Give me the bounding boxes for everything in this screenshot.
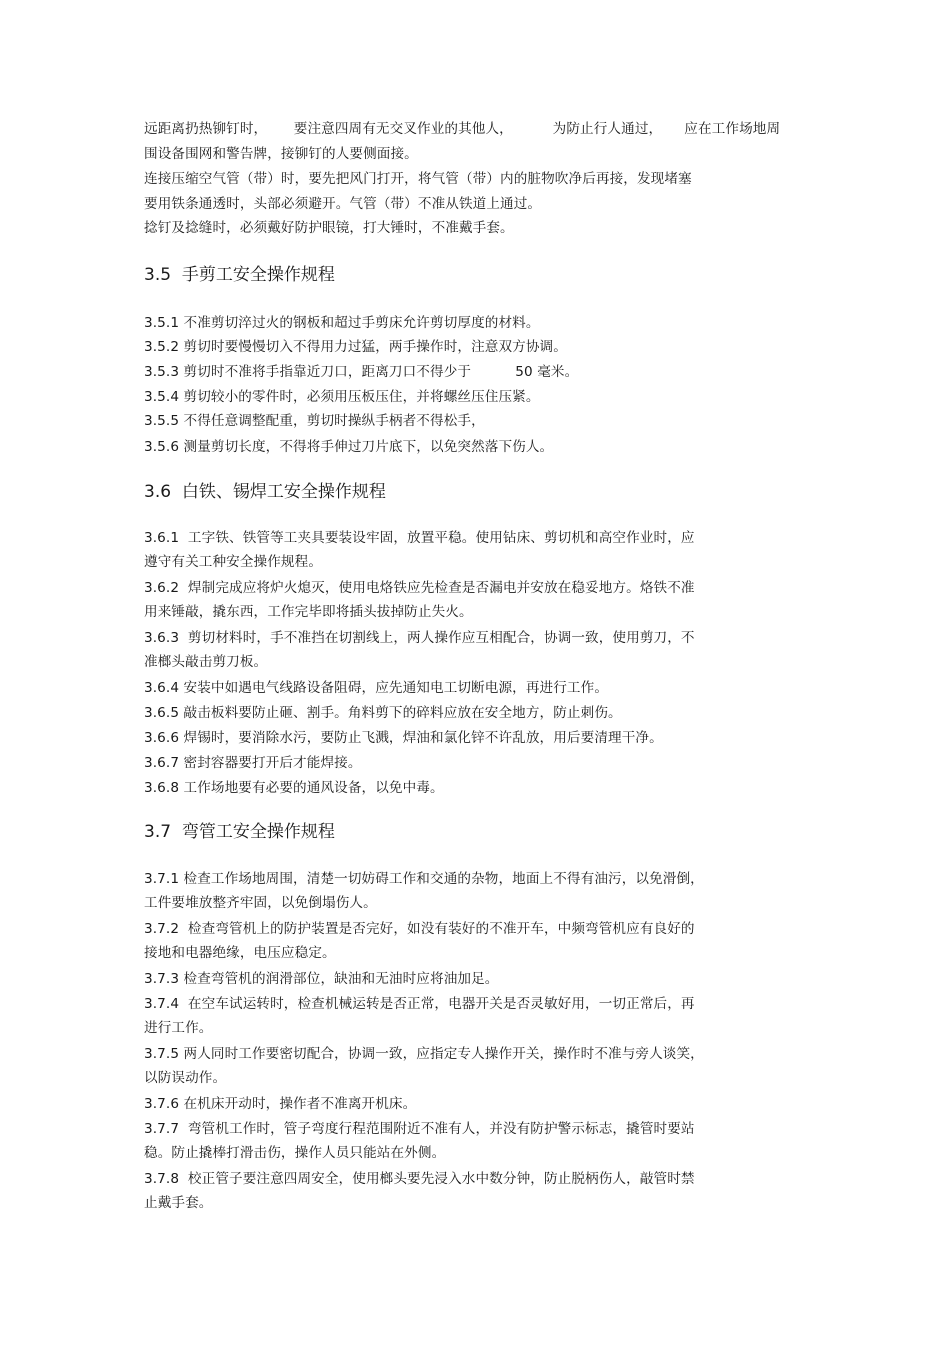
item-3-6-4: 3.6.4 安装中如遇电气线路设备阻碍，应先通知电工切断电源，再进行工作。 (144, 680, 609, 696)
item-3-7-2-line-2: 接地和电器绝缘，电压应稳定。 (144, 945, 336, 961)
item-3-5-3: 3.5.3 剪切时不准将手指靠近刀口，距离刀口不得少于 50 毫米。 (144, 364, 579, 380)
intro-line-5: 捻钉及捻缝时，必须戴好防护眼镜，打大锤时，不准戴手套。 (144, 220, 514, 236)
section-3-5-heading: 3.5 手剪工安全操作规程 (144, 265, 335, 285)
intro-line-4: 要用铁条通透时，头部必须避开。气管（带）不准从铁道上通过。 (144, 196, 542, 212)
item-3-7-4-line-2: 进行工作。 (144, 1020, 213, 1036)
item-3-7-8-line-1: 3.7.8 校正管子要注意四周安全，使用榔头要先浸入水中数分钟，防止脱柄伤人，敲管时禁 (144, 1171, 695, 1187)
intro-line-2: 围设备围网和警告牌，接铆钉的人要侧面接。 (144, 146, 418, 162)
item-3-6-1-line-1: 3.6.1 工字铁、铁管等工夹具要装设牢固，放置平稳。使用钻床、剪切机和高空作业时，应 (144, 530, 695, 546)
item-3-7-6: 3.7.6 在机床开动时，操作者不准离开机床。 (144, 1096, 417, 1112)
item-3-6-5: 3.6.5 敲击板料要防止砸、割手。角料剪下的碎料应放在安全地方，防止刺伤。 (144, 705, 622, 721)
item-3-7-4-line-1: 3.7.4 在空车试运转时，检查机械运转是否正常，电器开关是否灵敏好用，一切正常后，再 (144, 996, 695, 1012)
item-3-7-3: 3.7.3 检查弯管机的润滑部位，缺油和无油时应将油加足。 (144, 971, 499, 987)
item-3-7-5-line-1: 3.7.5 两人同时工作要密切配合，协调一致，应指定专人操作开关，操作时不准与旁人谈笑， (144, 1046, 704, 1062)
item-3-5-5: 3.5.5 不得任意调整配重，剪切时操纵手柄者不得松手， (144, 413, 485, 429)
item-3-6-1-line-2: 遵守有关工种安全操作规程。 (144, 554, 323, 570)
item-3-5-2: 3.5.2 剪切时要慢慢切入不得用力过猛，两手操作时，注意双方协调。 (144, 339, 567, 355)
item-3-5-1: 3.5.1 不准剪切淬过火的钢板和超过手剪床允许剪切厚度的材料。 (144, 315, 540, 331)
item-3-5-4: 3.5.4 剪切较小的零件时，必须用压板压住，并将螺丝压住压紧。 (144, 389, 540, 405)
item-3-7-2-line-1: 3.7.2 检查弯管机上的防护装置是否完好，如没有装好的不准开车，中频弯管机应有良好的 (144, 921, 695, 937)
item-3-7-7-line-1: 3.7.7 弯管机工作时，管子弯度行程范围附近不准有人，并没有防护警示标志，撬管时要站 (144, 1121, 695, 1137)
item-3-7-1-line-1: 3.7.1 检查工作场地周围，清楚一切妨碍工作和交通的杂物，地面上不得有油污，以免滑倒， (144, 871, 704, 887)
item-3-6-3-line-2: 准榔头敲击剪刀板。 (144, 654, 268, 670)
item-3-5-6: 3.5.6 测量剪切长度，不得将手伸过刀片底下，以免突然落下伤人。 (144, 439, 554, 455)
intro-line-1: 远距离扔热铆钉时， 要注意四周有无交叉作业的其他人， 为防止行人通过， 应在工作场地周 (144, 121, 781, 137)
section-3-7-heading: 3.7 弯管工安全操作规程 (144, 822, 335, 842)
section-3-6-heading: 3.6 白铁、锡焊工安全操作规程 (144, 482, 386, 502)
item-3-6-2-line-1: 3.6.2 焊制完成应将炉火熄灭，使用电烙铁应先检查是否漏电并安放在稳妥地方。烙铁不准 (144, 580, 695, 596)
item-3-7-1-line-2: 工件要堆放整齐牢固，以免倒塌伤人。 (144, 895, 377, 911)
item-3-6-3-line-1: 3.6.3 剪切材料时，手不准挡在切割线上，两人操作应互相配合，协调一致，使用剪刀，不 (144, 630, 695, 646)
item-3-6-7: 3.6.7 密封容器要打开后才能焊接。 (144, 755, 362, 771)
item-3-7-7-line-2: 稳。防止撬棒打滑击伤，操作人员只能站在外侧。 (144, 1145, 446, 1161)
item-3-6-6: 3.6.6 焊锡时，要消除水污，要防止飞溅，焊油和氯化锌不许乱放，用后要清理干净。 (144, 730, 663, 746)
item-3-7-8-line-2: 止戴手套。 (144, 1195, 213, 1211)
item-3-6-2-line-2: 用来锤敲，撬东西，工作完毕即将插头拔掉防止失火。 (144, 604, 473, 620)
item-3-7-5-line-2: 以防误动作。 (144, 1070, 227, 1086)
item-3-6-8: 3.6.8 工作场地要有必要的通风设备，以免中毒。 (144, 780, 444, 796)
intro-line-3: 连接压缩空气管（带）时，要先把风门打开，将气管（带）内的脏物吹净后再接，发现堵塞 (144, 171, 692, 187)
